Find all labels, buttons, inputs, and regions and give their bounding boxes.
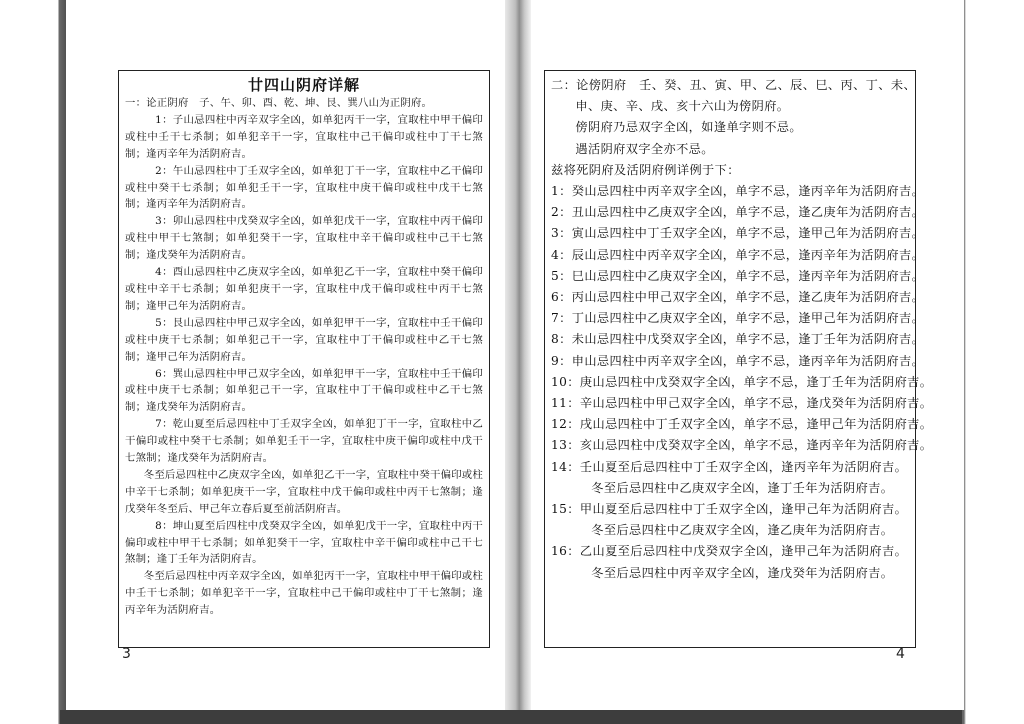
list-item: 2：丑山忌四柱中乙庚双字全凶，单字不忌，逢乙庚年为活阴府吉。 <box>551 205 925 220</box>
list-item: 14：壬山夏至后忌四柱中丁壬双字全凶，逢丙辛年为活阴府吉。 <box>551 459 908 474</box>
page-number-left: 3 <box>122 646 131 662</box>
list-item: 16：乙山夏至后忌四柱中戊癸双字全凶，逢甲己年为活阴府吉。 <box>551 544 908 559</box>
list-item: 13：亥山忌四柱中戊癸双字全凶，单字不忌，逢丙辛年为活阴府吉。 <box>551 438 933 453</box>
list-item: 15：甲山夏至后忌四柱中丁壬双字全凶，逢甲己年为活阴府吉。 <box>551 502 908 517</box>
paragraph: 冬至后忌四柱中乙庚双字全凶，如单犯乙干一字，宜取柱中癸干偏印或柱中辛干七杀制；如单犯庚干一字，宜取柱中戊干偏印或柱中丙干七煞制；逢戊癸年冬至后、甲己年立春后夏至前活阴府吉。 <box>125 468 483 515</box>
paragraph: 8：坤山夏至后四柱中戊癸双字全凶，如单犯戊干一字，宜取柱中丙干偏印或柱中甲干七杀制；如单犯癸干一字，宜取柱中辛干偏印或柱中己干七煞制；逢丁壬年为活阴府吉。 <box>125 519 483 566</box>
paragraph: 7：乾山夏至后忌四柱中丁壬双字全凶，如单犯丁干一字，宜取柱中乙干偏印或柱中癸干七杀制；如单犯壬干一字，宜取柱中庚干偏印或柱中戊干七煞制；逢戊癸年为活阴府吉。 <box>125 418 483 465</box>
list-item: 9：申山忌四柱中丙辛双字全凶，单字不忌，逢丙辛年为活阴府吉。 <box>551 353 925 368</box>
section-heading: 二：论傍阴府 壬、癸、丑、寅、甲、乙、辰、巳、丙、丁、未、 <box>551 78 917 92</box>
text-line: 遇活阴府双字全亦不忌。 <box>575 141 714 156</box>
scan-bottom-edge <box>60 710 962 724</box>
scan-edge-left <box>0 0 68 724</box>
right-text-frame <box>544 70 933 648</box>
list-item: 10：庚山忌四柱中戊癸双字全凶，单字不忌，逢丁壬年为活阴府吉。 <box>551 374 933 389</box>
list-item: 1：癸山忌四柱中丙辛双字全凶，单字不忌，逢丙辛年为活阴府吉。 <box>551 184 925 199</box>
list-item-continuation: 冬至后忌四柱中丙辛双字全凶，逢戊癸年为活阴府吉。 <box>591 565 894 580</box>
list-item: 11：辛山忌四柱中甲己双字全凶，单字不忌，逢戊癸年为活阴府吉。 <box>551 396 933 411</box>
text-line: 傍阴府乃忌双字全凶，如逢单字则不忌。 <box>575 120 802 135</box>
paragraph: 6：巽山忌四柱中甲己双字全凶，如单犯甲干一字，宜取柱中壬干偏印或柱中庚干七杀制；如单犯己干一字，宜取柱中丁干偏印或柱中乙干七煞制；逢戊癸年为活阴府吉。 <box>125 367 483 414</box>
page-title: 廿四山阴府详解 <box>247 76 360 94</box>
list-item: 6：丙山忌四柱中甲己双字全凶，单字不忌，逢乙庚年为活阴府吉。 <box>551 290 925 305</box>
paragraph: 1：子山忌四柱中丙辛双字全凶，如单犯丙干一字，宜取柱中甲干偏印或柱中壬干七杀制；如单犯辛干一字，宜取柱中己干偏印或柱中丁干七煞制；逢丙辛年为活阴府吉。 <box>125 113 483 160</box>
paragraph: 2：午山忌四柱中丁壬双字全凶，如单犯丁干一字，宜取柱中乙干偏印或柱中癸干七杀制；如单犯壬干一字，宜取柱中庚干偏印或柱中戊干七煞制；逢丙辛年为活阴府吉。 <box>125 164 483 211</box>
list-item: 12：戌山忌四柱中丁壬双字全凶，单字不忌，逢甲己年为活阴府吉。 <box>551 417 933 432</box>
text-line: 申、庚、辛、戌、亥十六山为傍阴府。 <box>575 99 790 114</box>
left-text-frame <box>118 70 490 648</box>
section-heading: 一：论正阴府 子、午、卯、酉、乾、坤、艮、巽八山为正阴府。 <box>125 97 433 109</box>
paragraph: 3：卯山忌四柱中戊癸双字全凶，如单犯戊干一字，宜取柱中丙干偏印或柱中甲干七煞制；如单犯癸干一字，宜取柱中辛干偏印或柱中己干七煞制；逢戊癸年为活阴府吉。 <box>125 215 483 262</box>
book-gutter <box>505 0 531 724</box>
list-item: 8：未山忌四柱中戊癸双字全凶，单字不忌，逢丁壬年为活阴府吉。 <box>551 332 925 347</box>
list-item-continuation: 冬至后忌四柱中乙庚双字全凶，逢乙庚年为活阴府吉。 <box>591 523 894 538</box>
page-number-right: 4 <box>896 646 905 662</box>
paragraph: 4：酉山忌四柱中乙庚双字全凶，如单犯乙干一字，宜取柱中癸干偏印或柱中辛干七杀制；如单犯庚干一字，宜取柱中戊干偏印或柱中丙干七煞制；逢甲己年为活阴府吉。 <box>125 266 483 312</box>
paragraph: 冬至后忌四柱中丙辛双字全凶，如单犯丙干一字，宜取柱中甲干偏印或柱中壬干七杀制；如单犯辛干一字，宜取柱中己干偏印或柱中丁干七煞制；逢丙辛年为活阴府吉。 <box>125 570 483 617</box>
list-item: 4：辰山忌四柱中丙辛双字全凶，单字不忌，逢丙辛年为活阴府吉。 <box>551 247 925 262</box>
list-item: 7：丁山忌四柱中乙庚双字全凶，单字不忌，逢甲己年为活阴府吉。 <box>551 311 925 326</box>
list-item-continuation: 冬至后忌四柱中乙庚双字全凶，逢丁壬年为活阴府吉。 <box>591 480 894 495</box>
paragraph: 5：艮山忌四柱中甲己双字全凶，如单犯甲干一字，宜取柱中壬干偏印或柱中庚干七杀制；如单犯己干一字，宜取柱中丁干偏印或柱中乙干七煞制；逢甲己年为活阴府吉。 <box>125 316 483 363</box>
scan-edge-right <box>954 0 1024 724</box>
list-item: 3：寅山忌四柱中丁壬双字全凶，单字不忌，逢甲己年为活阴府吉。 <box>551 226 925 241</box>
text-line: 兹将死阴府及活阴府例详例于下： <box>551 162 740 177</box>
list-item: 5：巳山忌四柱中乙庚双字全凶，单字不忌，逢丙辛年为活阴府吉。 <box>551 268 925 283</box>
